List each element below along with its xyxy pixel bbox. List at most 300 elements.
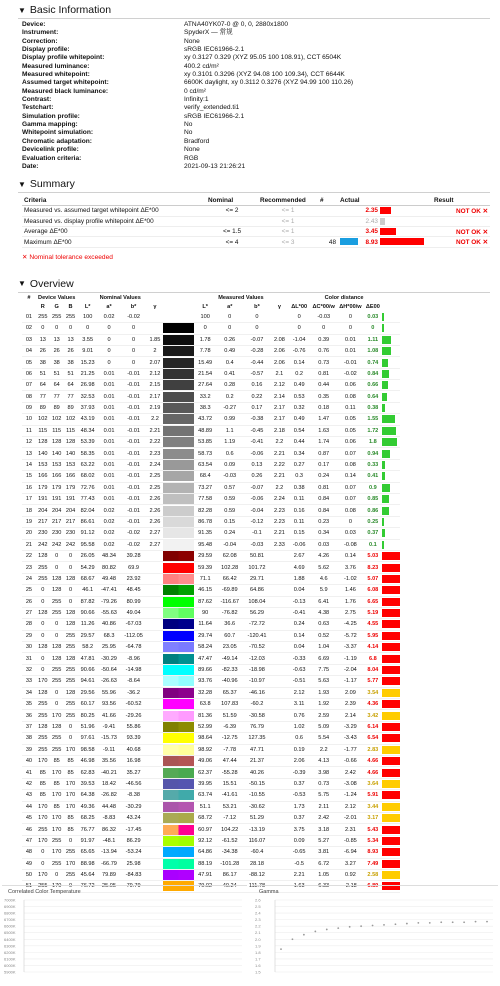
ov-g: 0 [50, 630, 64, 641]
ov-nom-l: 87.82 [78, 596, 98, 607]
ov-dl: 1.73 [288, 801, 310, 812]
ov-nom-l: 39.53 [78, 778, 98, 789]
ov-swatch [163, 505, 194, 516]
ov-g: 77 [50, 391, 64, 402]
ov-col-nom-a: a* [106, 304, 112, 311]
ov-nom-b: -84.83 [120, 869, 147, 880]
ov-meas-b: 111.78 [243, 881, 271, 892]
ov-b: 128 [64, 687, 78, 698]
ov-meas-l: 91.35 [194, 528, 216, 539]
ov-nom-gamma: 1.85 [147, 334, 163, 345]
ov-nom-a: 0 [98, 345, 120, 356]
collapse-triangle-icon[interactable]: ▼ [18, 179, 26, 189]
ov-de: 0 [364, 323, 382, 334]
info-row [22, 88, 500, 96]
ov-nom-l: 51.96 [78, 721, 98, 732]
color-swatch [163, 346, 194, 356]
ov-meas-b: 29.71 [243, 573, 271, 584]
ov-dh: 0.07 [337, 482, 364, 493]
ov-dc: 3.81 [310, 847, 337, 858]
de-bar [382, 313, 384, 321]
color-swatch [163, 870, 194, 880]
ov-dh: -4.25 [337, 619, 364, 630]
report-page [0, 2, 500, 985]
ov-meas-b: 0 [243, 312, 271, 323]
ov-col-g: G [54, 304, 59, 311]
info-value: SpyderX — 常规 [184, 29, 233, 37]
ov-nom-gamma [147, 744, 163, 755]
color-swatch [163, 665, 194, 675]
ov-nom-gamma [147, 676, 163, 687]
gamma-point [360, 925, 362, 927]
ov-b: 170 [64, 744, 78, 755]
overview-row [22, 516, 490, 527]
ov-dc: 2.59 [310, 710, 337, 721]
ov-num: 30 [22, 642, 36, 653]
de-bar [382, 336, 391, 344]
ov-nom-a: 0.02 [98, 312, 120, 323]
ov-dc: 0.52 [310, 630, 337, 641]
ov-dl: 0.16 [288, 505, 310, 516]
gamma-point [326, 929, 328, 931]
ov-meas-l: 82.28 [194, 505, 216, 516]
ov-meas-gamma [271, 585, 288, 596]
ov-num: 03 [22, 334, 36, 345]
summary-row [22, 206, 490, 216]
ov-b: 128 [64, 437, 78, 448]
overview-row [22, 733, 490, 744]
ov-dl: 0.09 [288, 835, 310, 846]
ov-b: 255 [64, 312, 78, 323]
color-swatch [163, 392, 194, 402]
info-row [22, 54, 500, 62]
ov-nom-b: -0.01 [120, 368, 147, 379]
ov-meas-b: -30.58 [243, 710, 271, 721]
color-swatch [163, 688, 194, 698]
ov-nom-l: 46.1 [78, 585, 98, 596]
ov-nom-b: -0.02 [120, 312, 147, 323]
ov-de: 0.94 [364, 448, 382, 459]
color-swatch [163, 471, 194, 481]
ov-g: 170 [50, 847, 64, 858]
info-row [22, 121, 500, 129]
summary-result: NOT OK ✕ [432, 226, 490, 236]
ov-dc: 0.87 [310, 448, 337, 459]
ov-dc: 2.42 [310, 812, 337, 823]
ov-de-bar-cell [382, 323, 400, 334]
ov-meas-gamma [271, 573, 288, 584]
ov-nom-l: 26.05 [78, 550, 98, 561]
ov-meas-b: -50.15 [243, 778, 271, 789]
info-value: Infinity:1 [184, 96, 209, 104]
info-value: 0 cd/m² [184, 87, 206, 95]
ov-nom-l: 58.35 [78, 448, 98, 459]
ov-meas-a: -7.78 [216, 744, 243, 755]
overview-row [22, 858, 490, 869]
ov-meas-gamma [271, 721, 288, 732]
collapse-triangle-icon[interactable]: ▼ [18, 279, 26, 289]
ov-dl: 0.15 [288, 528, 310, 539]
summary-criteria: Measured vs. assumed target whitepoint ΔE*00 [22, 206, 206, 216]
ov-nom-b: -112.05 [120, 630, 147, 641]
ov-meas-b: -60.2 [243, 699, 271, 710]
y-tick-label: 6100K [4, 956, 16, 962]
y-tick-label: 1.8 [255, 949, 261, 955]
summary-actual-bar [380, 218, 385, 225]
ov-meas-a: 104.22 [216, 824, 243, 835]
ov-nom-a: 0 [98, 323, 120, 334]
ov-swatch [163, 687, 194, 698]
color-swatch [163, 335, 194, 345]
info-value: sRGB IEC61966-2.1 [184, 46, 245, 54]
info-key: Testchart: [22, 104, 54, 112]
ov-de: 5.19 [364, 607, 382, 618]
ov-de: 5.91 [364, 790, 382, 801]
overview-row [22, 539, 490, 550]
ov-dh: -3.37 [337, 642, 364, 653]
cct-chart-svg [2, 896, 247, 986]
ov-dc: 4.26 [310, 550, 337, 561]
ov-g: 51 [50, 368, 64, 379]
ov-meas-l: 46.15 [194, 585, 216, 596]
ov-num: 14 [22, 459, 36, 470]
ov-dc: 0.73 [310, 357, 337, 368]
ov-meas-gamma [271, 653, 288, 664]
ov-col-meas-gamma: γ [277, 304, 281, 311]
summary-header[interactable] [0, 176, 500, 192]
ov-nom-b: -0.01 [120, 471, 147, 482]
ov-r: 0 [36, 585, 50, 596]
ov-meas-b: -0.28 [243, 345, 271, 356]
y-tick-label: 1.7 [255, 956, 261, 962]
ov-meas-b: 0.22 [243, 391, 271, 402]
ov-g: 0 [50, 323, 64, 334]
ov-de: 3.17 [364, 812, 382, 823]
ov-nom-l: 47.81 [78, 653, 98, 664]
ov-de-bar-cell [382, 334, 400, 345]
ov-dh: -2.01 [337, 812, 364, 823]
ov-de-bar-cell [382, 573, 400, 584]
info-key: Contrast: [22, 96, 52, 104]
ov-meas-gamma [271, 790, 288, 801]
ov-de-bar-cell [382, 642, 400, 653]
ov-dl: 0.44 [288, 437, 310, 448]
ov-nom-gamma [147, 869, 163, 880]
overview-header[interactable] [0, 276, 500, 292]
ov-meas-b: 0.26 [243, 471, 271, 482]
ov-num: 25 [22, 585, 36, 596]
ov-de-bar-cell [382, 471, 400, 482]
ov-meas-a: 0.99 [216, 414, 243, 425]
ov-r: 0 [36, 619, 50, 630]
ov-nom-a: 44.48 [98, 801, 120, 812]
ov-r: 128 [36, 607, 50, 618]
ov-nom-gamma: 2 [147, 345, 163, 356]
ov-b: 0 [64, 562, 78, 573]
ov-nom-a: 80.82 [98, 562, 120, 573]
ov-meas-l: 95.48 [194, 539, 216, 550]
ov-meas-gamma: 2.21 [271, 471, 288, 482]
ov-nom-a: 0.01 [98, 425, 120, 436]
ov-g: 230 [50, 528, 64, 539]
ov-meas-gamma [271, 835, 288, 846]
ov-r: 140 [36, 448, 50, 459]
overview-row [22, 391, 490, 402]
summary-result: NOT OK ✕ [432, 237, 490, 247]
ov-r: 115 [36, 425, 50, 436]
ov-meas-a: 0.24 [216, 528, 243, 539]
ov-dl: -0.41 [288, 607, 310, 618]
overview-row [22, 653, 490, 664]
color-swatch [163, 790, 194, 800]
de-bar [382, 655, 400, 663]
ov-b: 128 [64, 653, 78, 664]
ov-de-bar-cell [382, 414, 400, 425]
ov-nom-gamma: 2.21 [147, 425, 163, 436]
ov-dh: -0.02 [337, 368, 364, 379]
ov-nom-b: -8.38 [120, 790, 147, 801]
charts-area [2, 885, 498, 985]
ov-dl: 0.11 [288, 516, 310, 527]
ov-swatch [163, 482, 194, 493]
ov-meas-l: 77.58 [194, 494, 216, 505]
ov-meas-a: 0.6 [216, 448, 243, 459]
ov-de-bar-cell [382, 585, 400, 596]
ov-meas-l: 86.78 [194, 516, 216, 527]
ov-de: 0.85 [364, 494, 382, 505]
summary-title: Summary [29, 178, 75, 191]
ov-g: 242 [50, 539, 64, 550]
de-bar [382, 643, 400, 651]
gamma-point [314, 931, 316, 933]
ov-meas-a: 0.57 [216, 482, 243, 493]
ov-nom-b: -30.29 [120, 801, 147, 812]
ov-meas-b: -18.98 [243, 664, 271, 675]
ov-dc: 5.62 [310, 562, 337, 573]
ov-dh: 2.09 [337, 687, 364, 698]
ov-g: 128 [50, 653, 64, 664]
ov-r: 102 [36, 414, 50, 425]
overview-row [22, 312, 490, 323]
collapse-triangle-icon[interactable]: ▼ [18, 5, 26, 15]
ov-swatch [163, 733, 194, 744]
ov-meas-gamma: 2.23 [271, 505, 288, 516]
ov-meas-gamma [271, 323, 288, 334]
y-tick-label: 5900K [4, 969, 16, 975]
overview-row [22, 778, 490, 789]
ov-nom-a: 18.42 [98, 778, 120, 789]
ov-nom-a: 0.01 [98, 391, 120, 402]
ov-b: 242 [64, 539, 78, 550]
ov-de-bar-cell [382, 448, 400, 459]
ov-r: 26 [36, 345, 50, 356]
ov-r: 0 [36, 858, 50, 869]
ov-de: 0.33 [364, 459, 382, 470]
ov-b: 128 [64, 573, 78, 584]
ov-dh: 0.06 [337, 380, 364, 391]
ov-nom-gamma [147, 562, 163, 573]
ov-meas-l: 89.66 [194, 664, 216, 675]
ov-meas-l: 63.54 [194, 459, 216, 470]
ov-de-bar-cell [382, 482, 400, 493]
ov-r: 77 [36, 391, 50, 402]
ov-dl: 0.34 [288, 448, 310, 459]
color-swatch [163, 517, 194, 527]
ov-nom-l: 37.93 [78, 402, 98, 413]
overview-row [22, 357, 490, 368]
ov-meas-a: 86.17 [216, 869, 243, 880]
ov-meas-l: 92.12 [194, 835, 216, 846]
ov-dc: 1.04 [310, 642, 337, 653]
summary-result: NOT OK ✕ [432, 206, 490, 216]
ov-nom-a: 35.56 [98, 755, 120, 766]
ov-nom-gamma [147, 573, 163, 584]
de-bar [382, 472, 385, 480]
ov-de: 8.04 [364, 664, 382, 675]
ov-dc: 0.84 [310, 505, 337, 516]
de-bar [382, 689, 400, 697]
ov-dc: 0.63 [310, 619, 337, 630]
ov-g: 64 [50, 380, 64, 391]
ov-de: 5.95 [364, 630, 382, 641]
ov-meas-a: 1.19 [216, 437, 243, 448]
overview-row [22, 790, 490, 801]
ov-meas-a: 60.7 [216, 630, 243, 641]
ov-num: 51 [22, 881, 36, 892]
ov-meas-a: 36.6 [216, 619, 243, 630]
ov-b: 51 [64, 368, 78, 379]
ov-nom-a: 0 [98, 334, 120, 345]
ov-meas-gamma [271, 847, 288, 858]
y-tick-label: 6000K [4, 962, 16, 968]
ov-dc: 4.6 [310, 573, 337, 584]
ov-de-bar-cell [382, 710, 400, 721]
de-bar [382, 734, 400, 742]
ov-dl: -0.13 [288, 596, 310, 607]
de-bar [382, 586, 400, 594]
gamma-chart-svg [253, 896, 498, 986]
ov-nom-gamma [147, 767, 163, 778]
ov-nom-b: 0 [120, 323, 147, 334]
ov-nom-a: 0.02 [98, 528, 120, 539]
ov-b: 102 [64, 414, 78, 425]
ov-dc: 1.47 [310, 414, 337, 425]
ov-meas-b: -12.03 [243, 653, 271, 664]
ov-num: 46 [22, 824, 36, 835]
ov-dh: -2.04 [337, 664, 364, 675]
color-swatch [163, 563, 194, 573]
ov-nom-b: -17.45 [120, 824, 147, 835]
ov-num: 15 [22, 471, 36, 482]
ov-r: 255 [36, 744, 50, 755]
ov-nom-gamma: 2.27 [147, 528, 163, 539]
ov-g: 0 [50, 619, 64, 630]
ov-meas-l: 11.64 [194, 619, 216, 630]
ov-g: 255 [50, 664, 64, 675]
summary-actual [338, 237, 432, 247]
ov-de: 0.41 [364, 471, 382, 482]
gamma-point [429, 922, 431, 924]
summary-col-criteria: Criteria [22, 196, 206, 206]
basic-info-header[interactable] [0, 2, 500, 18]
ov-nom-b: -36.2 [120, 687, 147, 698]
ov-de-bar-cell [382, 368, 400, 379]
summary-table [22, 196, 490, 248]
ov-nom-b: -0.01 [120, 448, 147, 459]
ov-b: 26 [64, 345, 78, 356]
ov-swatch [163, 847, 194, 858]
ov-de: 3.54 [364, 687, 382, 698]
ov-meas-gamma [271, 699, 288, 710]
ov-dh: 0.01 [337, 345, 364, 356]
ov-g: 255 [50, 858, 64, 869]
ov-de: 1.55 [364, 414, 382, 425]
gamma-point [463, 921, 465, 923]
ov-meas-b: 56.29 [243, 607, 271, 618]
de-bar [382, 529, 385, 537]
ov-meas-a: 23.05 [216, 642, 243, 653]
ov-nom-l: 53.39 [78, 437, 98, 448]
ov-b: 179 [64, 482, 78, 493]
ov-meas-gamma: 2.23 [271, 516, 288, 527]
ov-meas-a: 0.59 [216, 505, 243, 516]
ov-g: 0 [50, 699, 64, 710]
ov-r: 255 [36, 562, 50, 573]
ov-nom-gamma [147, 755, 163, 766]
ov-nom-l: 26.98 [78, 380, 98, 391]
ov-dh: -3.08 [337, 778, 364, 789]
ov-b: 0 [64, 721, 78, 732]
ov-g: 170 [50, 710, 64, 721]
ov-swatch [163, 653, 194, 664]
ov-g: 85 [50, 778, 64, 789]
y-tick-label: 6600K [4, 923, 16, 929]
ov-dc: 0.34 [310, 528, 337, 539]
ov-de-bar-cell [382, 630, 400, 641]
ov-de: 5.03 [364, 550, 382, 561]
ov-nom-a: 0.01 [98, 414, 120, 425]
ov-swatch [163, 824, 194, 835]
ov-meas-b: -0.06 [243, 448, 271, 459]
overview-row [22, 824, 490, 835]
ov-g: 170 [50, 790, 64, 801]
ov-meas-l: 68.4 [194, 471, 216, 482]
ov-num: 10 [22, 414, 36, 425]
ov-nom-l: 77.43 [78, 494, 98, 505]
ov-nom-l: 88.98 [78, 858, 98, 869]
ov-swatch [163, 755, 194, 766]
ov-g: 13 [50, 334, 64, 345]
ov-de-bar-cell [382, 357, 400, 368]
ov-nom-l: 21.25 [78, 368, 98, 379]
ov-dc: 5.63 [310, 676, 337, 687]
divider [18, 292, 490, 293]
ov-dl: -0.53 [288, 790, 310, 801]
ov-nom-l: 11.26 [78, 619, 98, 630]
ov-num: 31 [22, 653, 36, 664]
color-swatch [163, 836, 194, 846]
ov-swatch [163, 550, 194, 561]
color-swatch [163, 631, 194, 641]
ov-dl: 1.02 [288, 721, 310, 732]
ov-b: 230 [64, 528, 78, 539]
ov-meas-a: 53.21 [216, 801, 243, 812]
ov-nom-gamma [147, 687, 163, 698]
ov-num: 35 [22, 699, 36, 710]
info-row [22, 46, 500, 54]
ov-nom-b: 69.9 [120, 562, 147, 573]
ov-nom-l: 86.61 [78, 516, 98, 527]
